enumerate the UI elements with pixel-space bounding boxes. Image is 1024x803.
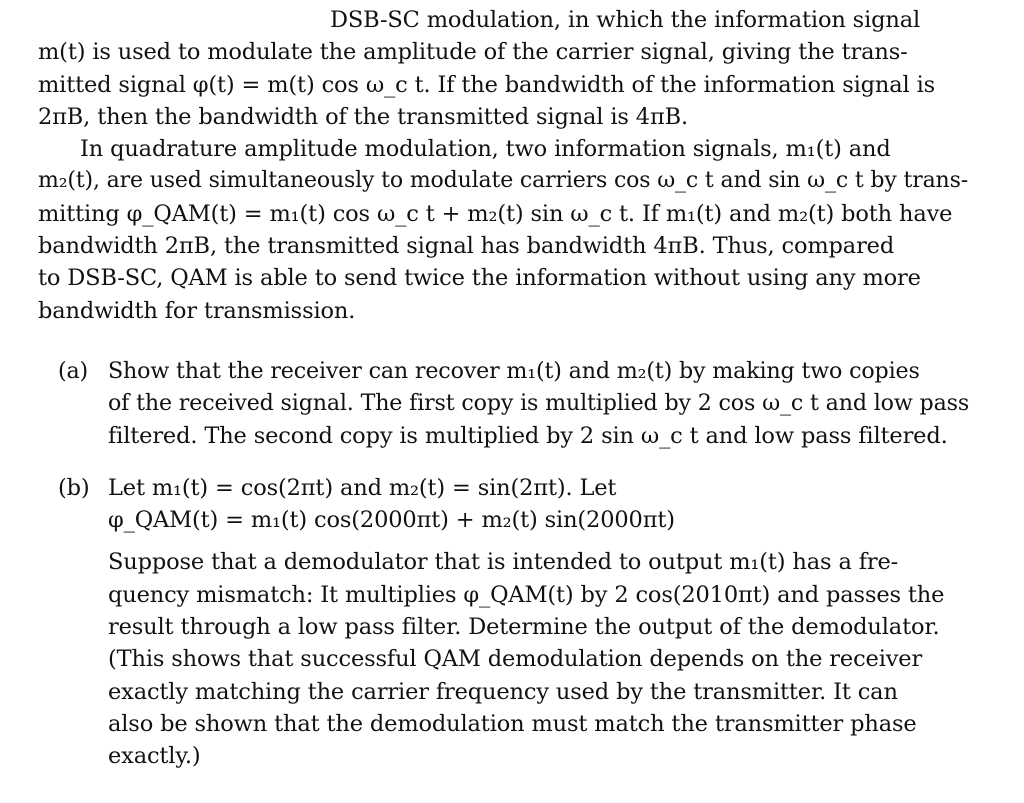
text-line: Show that the receiver can recover m₁(t) and m₂(t) by making two copies	[108, 357, 920, 384]
qam-equation: φ_QAM(t) = m₁(t) cos(2000πt) + m₂(t) sin(2000πt)	[108, 507, 675, 534]
text-line: m₂(t), are used simultaneously to modulate carriers cos ω_c t and sin ω_c t by trans-	[38, 168, 969, 194]
paragraph-dsb-sc	[38, 4, 974, 133]
part-b-intro-line	[38, 472, 974, 504]
text-line: m(t) is used to modulate the amplitude of the carrier signal, giving the trans-	[38, 39, 908, 66]
text-line: (This shows that successful QAM demodulation depends on the receiver	[108, 646, 923, 673]
text-line: bandwidth 2πB, the transmitted signal has bandwidth 4πB. Thus, compared	[38, 233, 895, 260]
text-line: Suppose that a demodulator that is intended to output m₁(t) has a fre-	[108, 549, 899, 576]
part-b	[38, 472, 974, 773]
paragraph-qam	[38, 133, 974, 327]
part-b-label: (b)	[58, 474, 90, 501]
part-a-line	[38, 355, 974, 387]
text-line: of the received signal. The first copy is multiplied by 2 cos ω_c t and low pass	[108, 390, 970, 417]
text-line: exactly matching the carrier frequency used by the transmitter. It can	[108, 678, 898, 705]
text-line: mitting φ_QAM(t) = m₁(t) cos ω_c t + m₂(t) sin ω_c t. If m₁(t) and m₂(t) both have	[38, 200, 953, 227]
text-line: 2πB, then the bandwidth of the transmitted signal is 4πB.	[38, 103, 688, 130]
text-line: DSB-SC modulation, in which the information signal	[330, 7, 921, 33]
text-line: also be shown that the demodulation must match the transmitter phase	[108, 710, 917, 737]
problem-text	[38, 4, 974, 773]
text-line: result through a low pass filter. Determine the output of the demodulator.	[108, 614, 940, 641]
part-a-label: (a)	[58, 357, 89, 384]
text-line: quency mismatch: It multiplies φ_QAM(t) by 2 cos(2010πt) and passes the	[108, 581, 945, 608]
text-line: to DSB-SC, QAM is able to send twice the information without using any more	[38, 265, 921, 292]
text-line: In quadrature amplitude modulation, two information signals, m₁(t) and	[80, 136, 891, 163]
text-line: filtered. The second copy is multiplied by 2 sin ω_c t and low pass filtered.	[108, 422, 948, 449]
text-line: exactly.)	[108, 743, 201, 770]
part-b-intro: Let m₁(t) = cos(2πt) and m₂(t) = sin(2πt). Let	[108, 474, 617, 501]
part-a	[38, 355, 974, 452]
text-line: bandwidth for transmission.	[38, 297, 356, 324]
text-line: mitted signal φ(t) = m(t) cos ω_c t. If the bandwidth of the information signal is	[38, 71, 936, 98]
